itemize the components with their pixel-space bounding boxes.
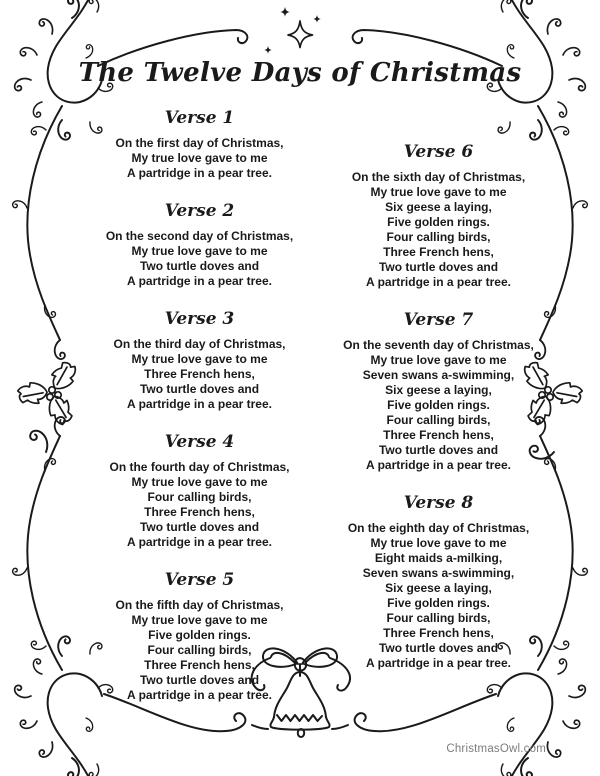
verse-block-3 <box>80 309 319 412</box>
lyric-line: Eight maids a-milking, <box>374 551 503 565</box>
lyric-line: Two turtle doves and <box>139 673 260 687</box>
verse-heading: Verse 2 <box>164 201 235 221</box>
holly-berries-icon-left <box>17 358 80 452</box>
lyric-line: Two turtle doves and <box>139 259 260 273</box>
lyric-line: Four calling birds, <box>147 490 252 504</box>
lyric-line: A partridge in a pear tree. <box>366 458 511 472</box>
verse-heading: Verse 5 <box>164 570 235 590</box>
verse-block-2 <box>80 201 319 289</box>
lyric-line: Six geese a laying, <box>385 383 492 397</box>
verse-lines <box>80 229 319 289</box>
lyric-line: A partridge in a pear tree. <box>127 397 272 411</box>
lyric-line: Two turtle doves and <box>139 520 260 534</box>
verse-heading: Verse 1 <box>164 108 235 128</box>
lyric-line: Two turtle doves and <box>378 641 499 655</box>
lyric-line: Six geese a laying, <box>385 200 492 214</box>
lyric-line: Seven swans a-swimming, <box>362 368 515 382</box>
verse-lines <box>80 598 319 703</box>
lyric-line: Four calling birds, <box>147 643 252 657</box>
left-column <box>80 108 319 723</box>
verse-lines <box>80 337 319 412</box>
right-column <box>319 108 558 723</box>
lyric-line: Two turtle doves and <box>139 382 260 396</box>
verse-lines <box>80 136 319 181</box>
lyric-line: On the sixth day of Christmas, <box>351 170 526 184</box>
lyric-line: Six geese a laying, <box>385 581 492 595</box>
verse-block-5 <box>80 570 319 703</box>
lyric-line: A partridge in a pear tree. <box>127 688 272 702</box>
lyric-line: Five golden rings. <box>387 398 490 412</box>
side-vine-left-upper <box>12 106 69 361</box>
verse-heading: Verse 3 <box>164 309 235 329</box>
lyric-line: A partridge in a pear tree. <box>366 275 511 289</box>
verse-block-6 <box>319 142 558 290</box>
lyrics-columns <box>80 108 558 723</box>
verse-lines <box>319 338 558 473</box>
lyric-line: My true love gave to me <box>370 185 507 199</box>
verse-heading: Verse 8 <box>403 493 474 513</box>
lyric-line: Three French hens, <box>383 626 494 640</box>
lyric-line: On the third day of Christmas, <box>113 337 286 351</box>
lyric-line: Three French hens, <box>144 658 255 672</box>
verse-heading: Verse 4 <box>164 432 235 452</box>
lyric-line: Two turtle doves and <box>378 443 499 457</box>
verse-lines <box>319 521 558 671</box>
lyric-line: Five golden rings. <box>387 215 490 229</box>
lyric-line: Two turtle doves and <box>378 260 499 274</box>
lyric-line: Three French hens, <box>144 367 255 381</box>
verse-block-4 <box>80 432 319 550</box>
verse-heading: Verse 6 <box>403 142 474 162</box>
lyric-line: My true love gave to me <box>131 244 268 258</box>
lyric-line: A partridge in a pear tree. <box>127 274 272 288</box>
lyric-line: My true love gave to me <box>131 352 268 366</box>
lyric-line: My true love gave to me <box>131 151 268 165</box>
lyric-line: A partridge in a pear tree. <box>127 166 272 180</box>
lyric-line: Three French hens, <box>383 428 494 442</box>
lyric-line: Three French hens, <box>144 505 255 519</box>
lyric-line: Four calling birds, <box>386 611 491 625</box>
verse-block-8 <box>319 493 558 671</box>
lyric-line: A partridge in a pear tree. <box>127 535 272 549</box>
verse-block-7 <box>319 310 558 473</box>
lyric-line: On the first day of Christmas, <box>115 136 284 150</box>
lyric-line: Four calling birds, <box>386 413 491 427</box>
lyric-line: My true love gave to me <box>131 613 268 627</box>
sparkle-small-stars <box>264 7 320 54</box>
lyric-line: Seven swans a-swimming, <box>362 566 515 580</box>
page-title: The Twelve Days of Christmas <box>78 58 522 88</box>
footer-credit: ChristmasOwl.com <box>446 743 546 755</box>
lyric-line: My true love gave to me <box>131 475 268 489</box>
lyric-line: A partridge in a pear tree. <box>366 656 511 670</box>
sparkle-stars-icon <box>288 21 313 48</box>
lyric-line: On the eighth day of Christmas, <box>347 521 530 535</box>
lyric-line: Four calling birds, <box>386 230 491 244</box>
lyric-line: My true love gave to me <box>370 536 507 550</box>
lyric-line: On the seventh day of Christmas, <box>343 338 534 352</box>
verse-lines <box>80 460 319 550</box>
lyric-line: Five golden rings. <box>148 628 251 642</box>
lyric-line: My true love gave to me <box>370 353 507 367</box>
side-vine-left-lower <box>12 415 69 670</box>
lyric-line: Five golden rings. <box>387 596 490 610</box>
lyric-line: On the second day of Christmas, <box>105 229 294 243</box>
verse-heading: Verse 7 <box>403 310 474 330</box>
lyric-line: On the fourth day of Christmas, <box>109 460 290 474</box>
verse-block-1 <box>80 108 319 181</box>
lyric-line: On the fifth day of Christmas, <box>115 598 284 612</box>
lyric-line: Three French hens, <box>383 245 494 259</box>
verse-lines <box>319 170 558 290</box>
